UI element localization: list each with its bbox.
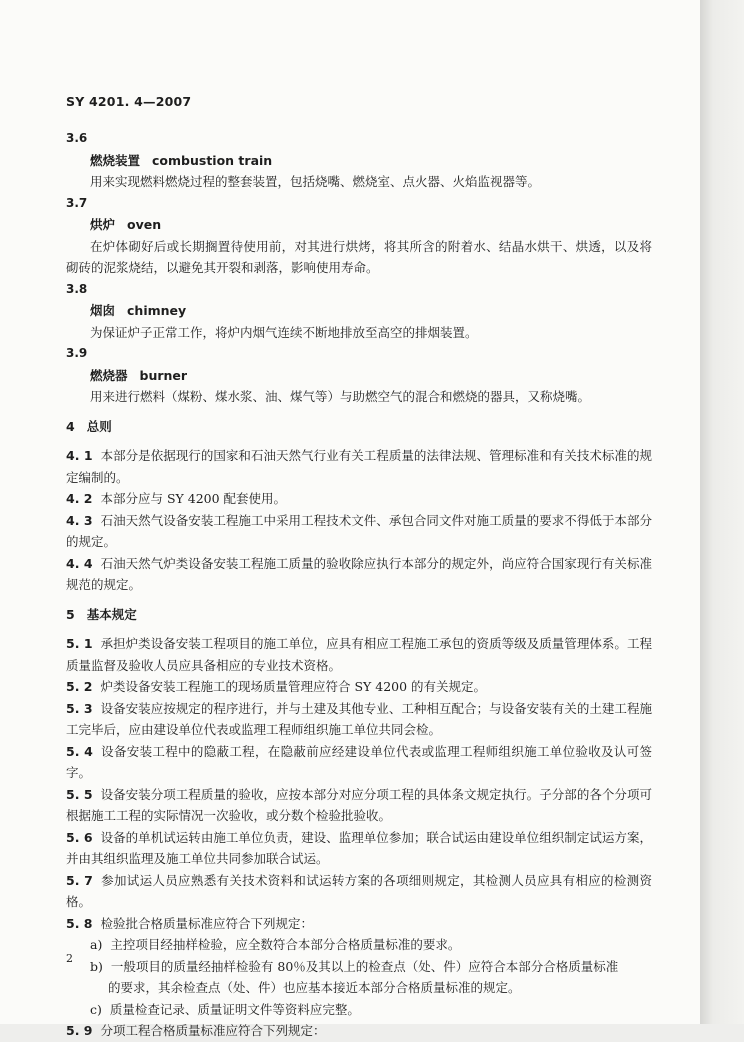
clause-number: 5. 7 xyxy=(66,872,93,888)
clause xyxy=(66,784,652,827)
clause xyxy=(66,698,652,741)
clause xyxy=(66,510,652,553)
standard-code-header: SY 4201. 4—2007 xyxy=(66,94,192,109)
clause-number: 5. 3 xyxy=(66,700,93,716)
clause-text: 本部分是依据现行的国家和石油天然气行业有关工程质量的法律法规、管理标准和有关技术标准的规定编制的。 xyxy=(66,448,652,485)
clause-text: 石油天然气设备安装工程施工中采用工程技术文件、承包合同文件对施工质量的要求不得低于本部分的规定。 xyxy=(66,512,652,549)
term-heading xyxy=(66,365,652,387)
clause xyxy=(66,913,652,935)
clause-number: 5. 6 xyxy=(66,829,93,845)
term-definition: 在炉体砌好后或长期搁置待使用前，对其进行烘烤，将其所含的附着水、结晶水烘干、烘透，以及将砌砖的泥浆烧结，以避免其开裂和剥落，影响使用寿命。 xyxy=(66,238,652,275)
term-chinese: 燃烧装置 xyxy=(90,152,141,168)
clause-text: 设备的单机试运转由施工单位负责，建设、监理单位参加；联合试运由建设单位组织制定试运方案，并由其组织监理及施工单位共同参加联合试运。 xyxy=(66,829,652,866)
clause-text: 设备安装工程中的隐蔽工程，在隐蔽前应经建设单位代表或监理工程师组织施工单位验收及认可签字。 xyxy=(66,743,652,780)
term-chinese: 烟囱 xyxy=(90,303,116,318)
clause-text: 设备安装应按规定的程序进行，并与土建及其他专业、工种相互配合；与设备安装有关的土建工程施工完毕后，应由建设单位代表或监理工程师组织施工单位共同会检。 xyxy=(66,700,652,737)
list-item-label: b) xyxy=(90,958,103,974)
clause xyxy=(66,741,652,784)
clause-text: 炉类设备安装工程施工的现场质量管理应符合 SY 4200 的有关规定。 xyxy=(100,679,487,694)
clause-number: 4. 4 xyxy=(66,555,93,571)
section-number: 4 xyxy=(66,418,75,434)
clause-number: 5. 2 xyxy=(66,679,93,694)
clause xyxy=(66,676,652,698)
document-body xyxy=(66,128,652,1042)
clause-text: 参加试运人员应熟悉有关技术资料和试运转方案的各项细则规定，其检测人员应具有相应的检测资格。 xyxy=(66,872,652,909)
clause-number: 5. 1 xyxy=(66,636,93,651)
list-item-continuation: 的要求，其余检查点（处、件）也应基本接近本部分合格质量标准的规定。 xyxy=(108,980,521,995)
term-english: combustion train xyxy=(152,152,273,168)
term-number: 3.9 xyxy=(66,346,88,360)
clause-number: 5. 4 xyxy=(66,743,93,759)
clause xyxy=(66,1020,652,1042)
term-definition: 用来进行燃料（煤粉、煤水浆、油、煤气等）与助燃空气的混合和燃烧的器具，又称烧嘴。 xyxy=(90,389,591,404)
clause-text: 承担炉类设备安装工程项目的施工单位，应具有相应工程施工承包的资质等级及质量管理体系。工程质量监督及验收人员应具备相应的专业技术资格。 xyxy=(66,636,652,673)
term-english: burner xyxy=(139,367,188,383)
clause-text: 设备安装分项工程质量的验收，应按本部分对应分项工程的具体条文规定执行。子分部的各个分项可根据施工工程的实际情况一次验收，或分数个检验批验收。 xyxy=(66,786,652,823)
clause xyxy=(66,445,652,488)
section-title: 基本规定 xyxy=(86,606,137,622)
section-heading xyxy=(66,416,652,438)
clause-text: 分项工程合格质量标准应符合下列规定： xyxy=(100,1023,326,1038)
page-number: 2 xyxy=(66,952,73,965)
clause-text: 检验批合格质量标准应符合下列规定： xyxy=(100,915,314,931)
list-item xyxy=(66,956,652,978)
clause-number: 5. 5 xyxy=(66,786,93,802)
clause xyxy=(66,870,652,913)
term-heading xyxy=(66,150,652,172)
clause-number: 5. 9 xyxy=(66,1023,93,1038)
term-number: 3.7 xyxy=(66,195,88,210)
term-definition: 用来实现燃料燃烧过程的整套装置，包括烧嘴、燃烧室、点火器、火焰监视器等。 xyxy=(90,174,541,189)
term-english: oven xyxy=(127,217,162,232)
term-heading xyxy=(66,300,652,322)
list-item-text: 质量检查记录、质量证明文件等资料应完整。 xyxy=(109,1001,360,1017)
term-heading xyxy=(66,214,652,236)
list-item-label: a) xyxy=(90,937,103,952)
clause-number: 4. 3 xyxy=(66,512,93,528)
section-number: 5 xyxy=(66,606,75,622)
term-number: 3.6 xyxy=(66,131,88,145)
list-item xyxy=(66,934,652,956)
term-definition: 为保证炉子正常工作，将炉内烟气连续不断地排放至高空的排烟装置。 xyxy=(90,324,478,340)
section-heading xyxy=(66,604,652,626)
clause xyxy=(66,488,652,510)
term-english: chimney xyxy=(127,303,187,318)
term-number: 3.8 xyxy=(66,281,88,296)
clause-number: 5. 8 xyxy=(66,915,93,931)
list-item xyxy=(66,999,652,1021)
clause-text: 本部分应与 SY 4200 配套使用。 xyxy=(100,491,287,506)
clause-number: 4. 1 xyxy=(66,448,93,463)
term-chinese: 烘炉 xyxy=(90,217,116,232)
list-item-text: 一般项目的质量经抽样检验有 80％及其以上的检查点（处、件）应符合本部分合格质量标准 xyxy=(110,958,619,974)
list-item-text: 主控项目经抽样检验，应全数符合本部分合格质量标准的要求。 xyxy=(110,937,461,952)
clause xyxy=(66,827,652,870)
section-title: 总则 xyxy=(86,418,112,434)
clause-text: 石油天然气炉类设备安装工程施工质量的验收除应执行本部分的规定外，尚应符合国家现行有关标准规范的规定。 xyxy=(66,555,652,592)
list-item-label: c) xyxy=(90,1001,102,1017)
page-binding-edge xyxy=(700,0,744,1024)
clause xyxy=(66,553,652,596)
term-chinese: 燃烧器 xyxy=(90,367,128,383)
clause-number: 4. 2 xyxy=(66,491,93,506)
clause xyxy=(66,633,652,676)
